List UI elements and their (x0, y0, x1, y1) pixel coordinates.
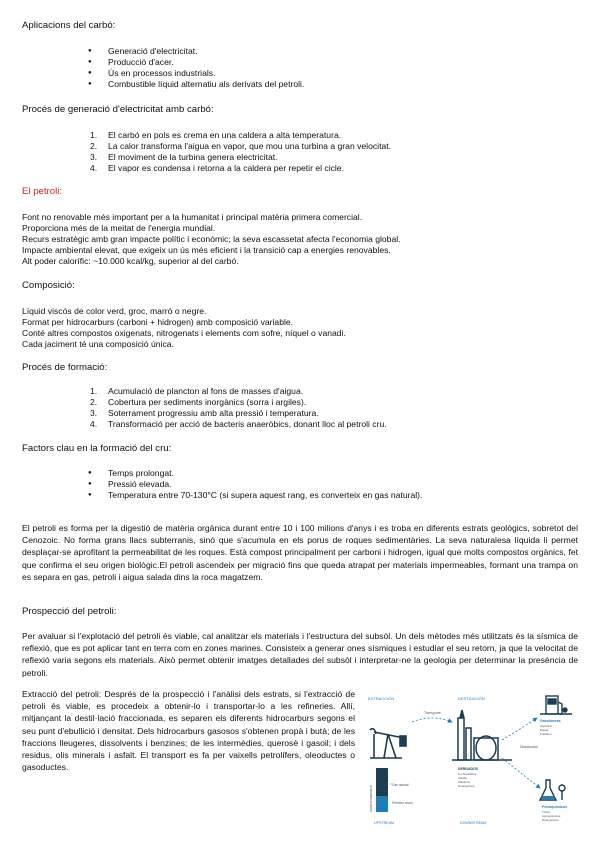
list-item: ● Producció d'acer. (108, 57, 304, 68)
derivados-label: DERIVADOS (458, 767, 478, 771)
composicio-title: Composició: (22, 280, 75, 291)
derivados-items: Combustibles Asfalto Plásticos Detergentes (458, 772, 477, 788)
list-item: ● Temperatura entre 70-130°C (si supera aquest rang, es converteix en gas natural). (108, 490, 422, 501)
pumpjack-icon (370, 729, 406, 758)
text-line: Líquid viscós de color verd, groc, marró o negre. (22, 306, 207, 316)
list-item: ● Generació d'electricitat. (108, 46, 304, 57)
list-item: 4. Transformació per acció de bacteris anaeròbics, donant lloc al petroli cru. (90, 419, 387, 429)
list-item: ● Combustible líquid alternatiu als derivats del petroli. (108, 79, 304, 90)
flask-icon (540, 780, 565, 800)
text-line: Format per hidrocarburs (carboni + hidrogen) amb composició variable. (22, 317, 294, 327)
petroli-title: El petroli: (22, 186, 62, 197)
downstream-label: DOWNSTREAM (460, 821, 487, 825)
list-item: ● Ús en processos industrials. (108, 68, 304, 79)
gasolineras-items: Gasolina Diesel Fuelóleo (540, 724, 552, 736)
text-line: Recurs estratègic amb gran impacte polític i econòmic; la seva escassetat afecta l'economia global. (22, 234, 401, 244)
text-line: Font no renovable més important per a la humanitat i principal matèria primera comercial. (22, 212, 363, 222)
text-line: Proporciona més de la meitat de l'energia mundial. (22, 223, 216, 233)
prospeccio-title: Prospecció del petroli: (22, 606, 117, 617)
electricity-title: Procés de generació d'electricitat amb carbó: (22, 104, 214, 115)
gas-station-icon (540, 696, 572, 714)
text-line: Impacte ambiental elevat, que exigeix un ús més eficient i la transició cap a energies renovables. (22, 245, 391, 255)
hidrocarburos-label: HIDROCARBUROS (369, 785, 373, 812)
list-item: ● Temps prolongat. (108, 468, 422, 479)
uses-list (108, 46, 304, 90)
destilacion-label: DESTILACIÓN (458, 696, 485, 701)
factors-title: Factors clau en la formació del cru: (22, 443, 172, 454)
list-item: 2. Cobertura per sediments inorgànics (sorra i argiles). (90, 397, 307, 407)
transporte-label: Transporte (424, 711, 441, 715)
text-line: Alt poder calorífic: ~10.000 kcal/kg, superior al del carbó. (22, 256, 239, 266)
list-item: 3. Soterrament progressiu amb alta pressió i temperatura. (90, 408, 319, 418)
list-item: 3. El moviment de la turbina genera electricitat. (90, 152, 278, 162)
extraccio-lead: Extracció del petroli: (22, 689, 102, 699)
formation-paragraph: El petroli es forma per la digestió de matèria orgànica durant entre 10 i 100 milions d'anys i es troba en diferents estrats geològics, sobretot del Cenozoic. No forma grans llacs subterranis, sinó que s'acumula en els porus de roques sedimentàries. La seva naturalesa líquida li permet desplaçar-se aprofitant la permeabilitat de les roques. Està compost principalment per carboni i hidrogen, igual que molts compostos orgànics, fet que confirma el seu origen biològic.El petroli ascendeix per migració fins que queda atrapat per materials impermeables, formant una trampa on es separa en gas, petroli i aigua salada dins la roca magatzem. (22, 523, 578, 582)
factors-list (108, 468, 422, 501)
list-item: 4. El vapor es condensa i retorna a la caldera per repetir el cicle. (90, 163, 344, 173)
list-item: 1. El carbó en pols es crema en una caldera a alta temperatura. (90, 130, 342, 140)
oil-process-diagram (362, 688, 586, 830)
extraccio-paragraph: Extracció del petroli: Després de la prospecció i l'anàlisi dels estrats, si l'extracció de petroli és viable, es procedeix a obtenir-lo i transportar-lo a les refineries. Allí, mitjançant la destil·lació fraccionada, es separen els diferents hidrocarburs segons el seu punt d'ebullició i densitat. Dels hidrocarburs gasosos s'obtenen propà i butà; de les fraccions lleugeres, dissolvents i benzines; de les intermèdies, querosè i gasoil; i dels residus, olis minerals i asfalt. El transport es fa per vaixells petrolífers, oleoductes o gasoductes. (22, 689, 355, 773)
prospeccio-paragraph: Per avaluar si l'explotació del petroli és viable, cal analitzar els materials i l'estructura del subsòl. Un dels mètodes més utilitzats és la sísmica de reflexió, que es pot aplicar tant en terra com en zones marines. Consisteix a generar ones sísmiques i estudiar el seu retorn, ja que la velocitat de reflexió varia segons els materials. Això permet obtenir imatges detallades del subsòl i interpretar-ne la geologia per determinar la presència de petroli. (22, 631, 578, 678)
text-line: Conté altres compostos oxigenats, nitrogenats i elements com sofre, níquel o vanadi. (22, 328, 346, 338)
list-item: 1. Acumulació de plancton al fons de masses d'aigua. (90, 386, 304, 396)
electricity-steps (90, 130, 392, 174)
refinery-icon (452, 710, 512, 760)
oil-process-svg (362, 688, 586, 830)
text-line: Cada jaciment té una composició única. (22, 339, 174, 349)
list-item: 2. La calor transforma l'aigua en vapor, que mou una turbina a gran velocitat. (90, 141, 392, 151)
petroquimicos-label: Petroquímicos (542, 805, 567, 809)
oil-reservoir (376, 796, 388, 812)
petroleo-crudo-label: Petróleo crudo (392, 801, 413, 805)
upstream-label: UPSTREAM (374, 821, 394, 825)
composicio-lines (22, 306, 578, 350)
formacio-steps (90, 386, 387, 430)
gasolineras-label: Gasolineras (540, 719, 561, 723)
formacio-title: Procés de formació: (22, 362, 108, 373)
distribucion-label: Distribución (520, 745, 539, 749)
petroquimicos-items: Tintes Agroquímicos Detergentes (542, 810, 561, 822)
list-item: ● Pressió elevada. (108, 479, 422, 490)
petroli-facts (22, 212, 578, 267)
extraccion-label: EXTRACCIÓN (368, 696, 395, 701)
gas-natural-label: Gas natural (392, 783, 409, 787)
uses-title: Aplicacions del carbó: (22, 20, 116, 31)
